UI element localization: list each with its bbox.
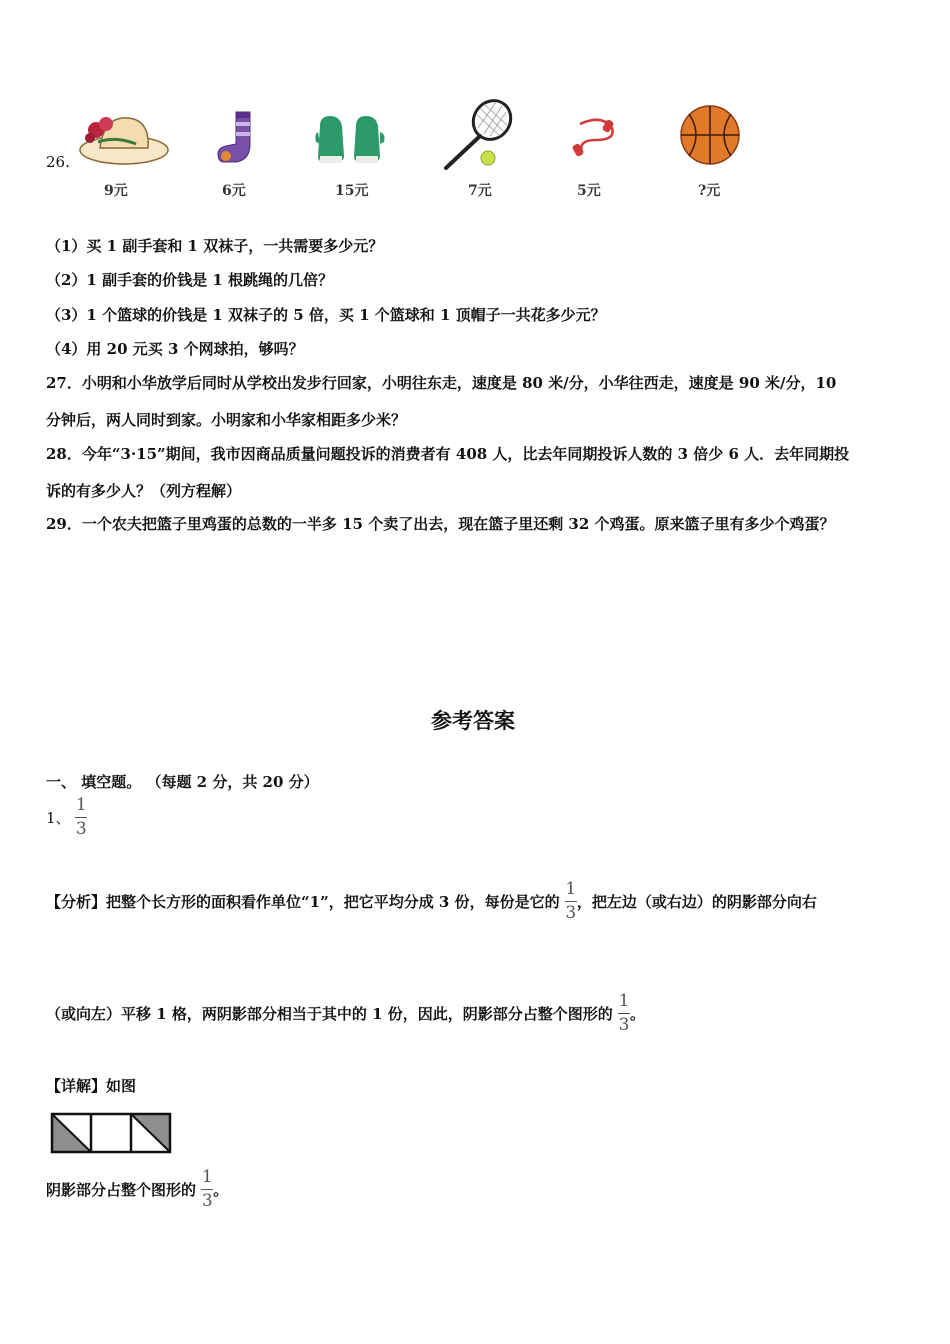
tennis-racket-price: 7元 — [468, 183, 492, 199]
detail-tag: 【详解】 — [46, 1077, 107, 1095]
detail-line — [46, 1075, 136, 1096]
answer-1-label: 1、 — [46, 809, 71, 827]
q26-number: 26. — [46, 153, 70, 171]
q27-line2: 分钟后，两人同时到家。小明家和小华家相距多少米？ — [46, 411, 407, 429]
detail-text: 如图 — [106, 1077, 137, 1095]
hat-icon — [76, 108, 172, 172]
fraction-one-third: $\frac{1}{3}$ — [618, 991, 630, 1035]
analysis-line2 — [46, 992, 645, 1035]
q28-line2: 诉的有多少人？（列方程解） — [46, 482, 242, 500]
conclusion-line — [46, 1168, 228, 1211]
mitten-price: 15元 — [335, 183, 369, 199]
tennis-racket-icon — [440, 98, 520, 176]
q26-sub-4: （4）用 20 元买 3 个网球拍，够吗？ — [46, 340, 304, 358]
conclusion-text: 阴影部分占整个图形的 — [46, 1181, 197, 1199]
q28-line1: 28．今年“3·15”期间，我市因商品质量问题投诉的消费者有 408 人，比去年同期投诉人数的 3 倍少 6 人．去年同期投 — [46, 445, 850, 463]
q26-sub-1: （1）买 1 副手套和 1 双袜子，一共需要多少元？ — [46, 237, 384, 255]
analysis-line1 — [46, 880, 817, 923]
hat-price: 9元 — [104, 183, 128, 199]
answers-title: 参考答案 — [431, 708, 515, 733]
answers-section: 一、 填空题。 （每题 2 分，共 20 分） — [46, 773, 319, 791]
fraction-one-third: $\frac{1}{3}$ — [201, 1167, 213, 1211]
jump-rope-icon — [572, 114, 618, 162]
jump-rope-price: 5元 — [577, 183, 601, 199]
analysis-tag: 【分析】 — [46, 893, 107, 911]
analysis-text-2: ，把左边（或右边）的阴影部分向右 — [576, 893, 817, 911]
q26-sub-3: （3）1 个篮球的价钱是 1 双袜子的 5 倍，买 1 个篮球和 1 顶帽子一共花多少元？ — [46, 306, 606, 324]
answer-1 — [46, 796, 87, 839]
fraction-one-third: $\frac{1}{3}$ — [565, 879, 577, 923]
q29-line1: 29．一个农夫把篮子里鸡蛋的总数的一半多 15 个卖了出去，现在篮子里还剩 32 个鸡蛋。原来篮子里有多少个鸡蛋？ — [46, 515, 835, 533]
q27-line1: 27．小明和小华放学后同时从学校出发步行回家，小明往东走，速度是 80 米/分，小华往西走，速度是 90 米/分，10 — [46, 374, 837, 392]
analysis-text-1: 把整个长方形的面积看作单位“1”，把它平均分成 3 份，每份是它的 — [106, 893, 560, 911]
analysis-line2-text: （或向左）平移 1 格，两阴影部分相当于其中的 1 份，因此，阴影部分占整个图形的 — [46, 1005, 613, 1023]
basketball-icon — [679, 104, 741, 170]
period: 。 — [630, 1005, 646, 1023]
basketball-price: ?元 — [698, 183, 721, 199]
q26-sub-2: （2）1 副手套的价钱是 1 根跳绳的几倍？ — [46, 271, 333, 289]
shaded-rectangle-diagram — [50, 1112, 174, 1158]
sock-icon — [214, 108, 258, 172]
mitten-icon — [314, 112, 386, 170]
fraction-one-third: $\frac{1}{3}$ — [75, 795, 87, 839]
sock-price: 6元 — [222, 183, 246, 199]
period: 。 — [213, 1181, 229, 1199]
